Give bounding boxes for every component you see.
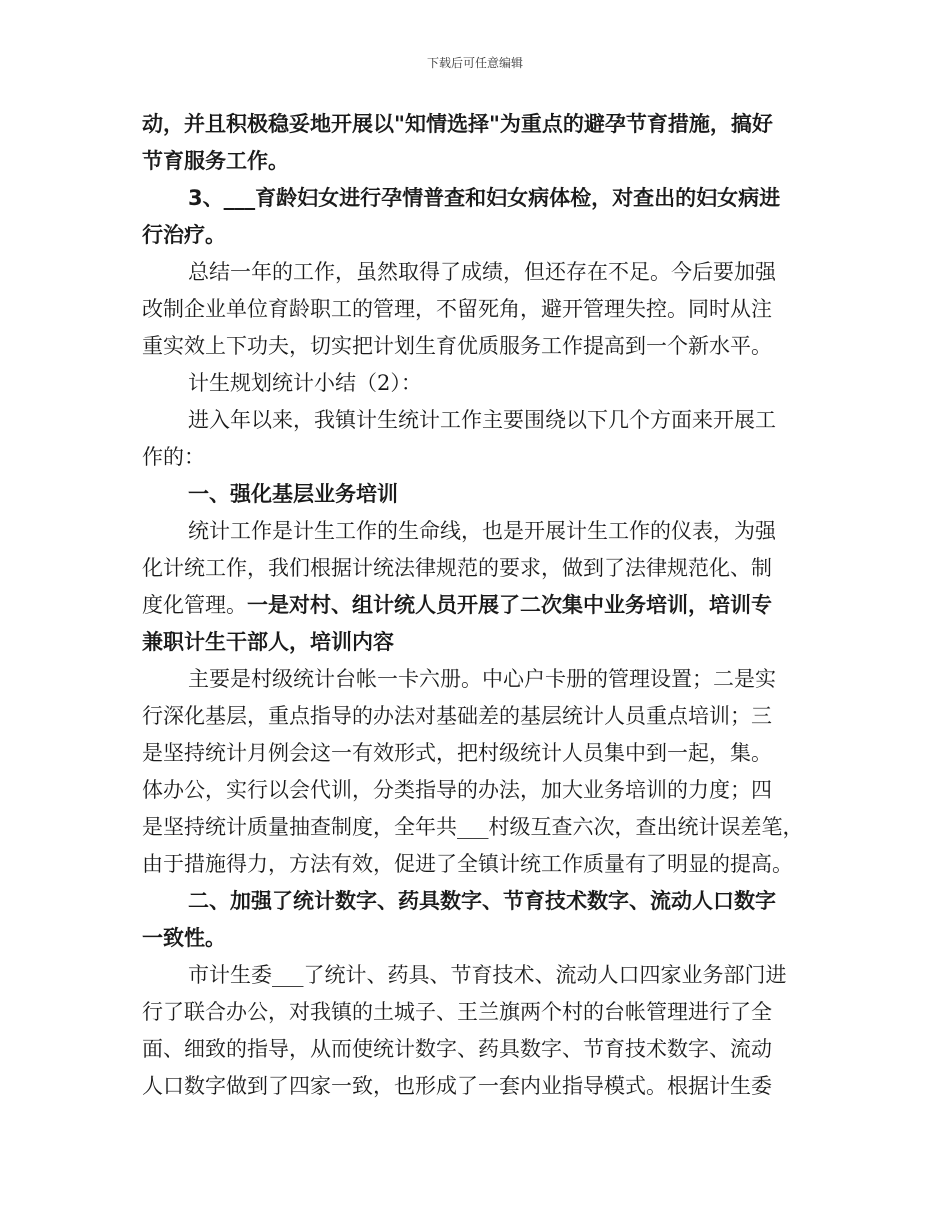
text-line: 由于措施得力，方法有效，促进了全镇计统工作质量有了明显的提高。	[142, 852, 793, 876]
text-line: 市计生委___了统计、药具、节育技术、流动人口四家业务部门进	[188, 963, 787, 987]
text-line: 面、细致的指导，从而使统计数字、药具数字、节育技术数字、流动	[142, 1037, 772, 1061]
text-line: 体办公，实行以会代训，分类指导的办法，加大业务培训的力度；四	[142, 778, 772, 802]
text-line: 主要是村级统计台帐一卡六册。中心户卡册的管理设置；二是实	[188, 667, 776, 691]
text-line: 作的：	[142, 445, 205, 469]
text-line: 改制企业单位育龄职工的管理，不留死角，避开管理失控。同时从注	[142, 297, 772, 321]
text-line: 是坚持统计质量抽查制度，全年共___村级互查六次，查出统计误差笔，	[142, 815, 804, 839]
text-line: 一致性。	[142, 926, 226, 950]
text-line: 是坚持统计月例会这一有效形式，把村级统计人员集中到一起，集。	[142, 741, 772, 765]
page-header: 下载后可任意编辑	[426, 56, 523, 70]
text-line: 节育服务工作。	[142, 149, 289, 173]
text-line: 化计统工作，我们根据计统法律规范的要求，做到了法律规范化、制	[142, 556, 772, 580]
text-line: 3、___育龄妇女进行孕情普查和妇女病体检，对查出的妇女病进	[188, 186, 781, 210]
text-line: 行治疗。	[142, 223, 226, 247]
text-line: 统计工作是计生工作的生命线，也是开展计生工作的仪表，为强	[188, 519, 776, 543]
section-title: 计生规划统计小结（2）：	[188, 371, 422, 395]
text-line: 兼职计生干部人，培训内容	[142, 630, 394, 654]
text-line: 行深化基层，重点指导的办法对基础差的基层统计人员重点培训；三	[142, 704, 772, 728]
text-segment-bold: 一是对村、组计统人员开展了二次集中业务培训，培训专	[247, 593, 772, 617]
text-line: 重实效上下功夫，切实把计划生育优质服务工作提高到一个新水平。	[142, 334, 772, 358]
text-line: 总结一年的工作，虽然取得了成绩，但还存在不足。今后要加强	[188, 260, 776, 284]
document-body	[142, 106, 812, 1105]
section-heading: 一、强化基层业务培训	[188, 482, 398, 506]
text-line: 人口数字做到了四家一致，也形成了一套内业指导模式。根据计生委	[142, 1074, 772, 1098]
text-line: 动，并且积极稳妥地开展以"知情选择"为重点的避孕节育措施，搞好	[142, 112, 773, 136]
section-heading: 二、加强了统计数字、药具数字、节育技术数字、流动人口数字	[188, 889, 776, 913]
text-line: 进入年以来，我镇计生统计工作主要围绕以下几个方面来开展工	[188, 408, 776, 432]
text-line-mixed	[142, 587, 812, 624]
text-segment: 度化管理。	[142, 593, 247, 617]
text-line: 行了联合办公，对我镇的土城子、王兰旗两个村的台帐管理进行了全	[142, 1000, 772, 1024]
